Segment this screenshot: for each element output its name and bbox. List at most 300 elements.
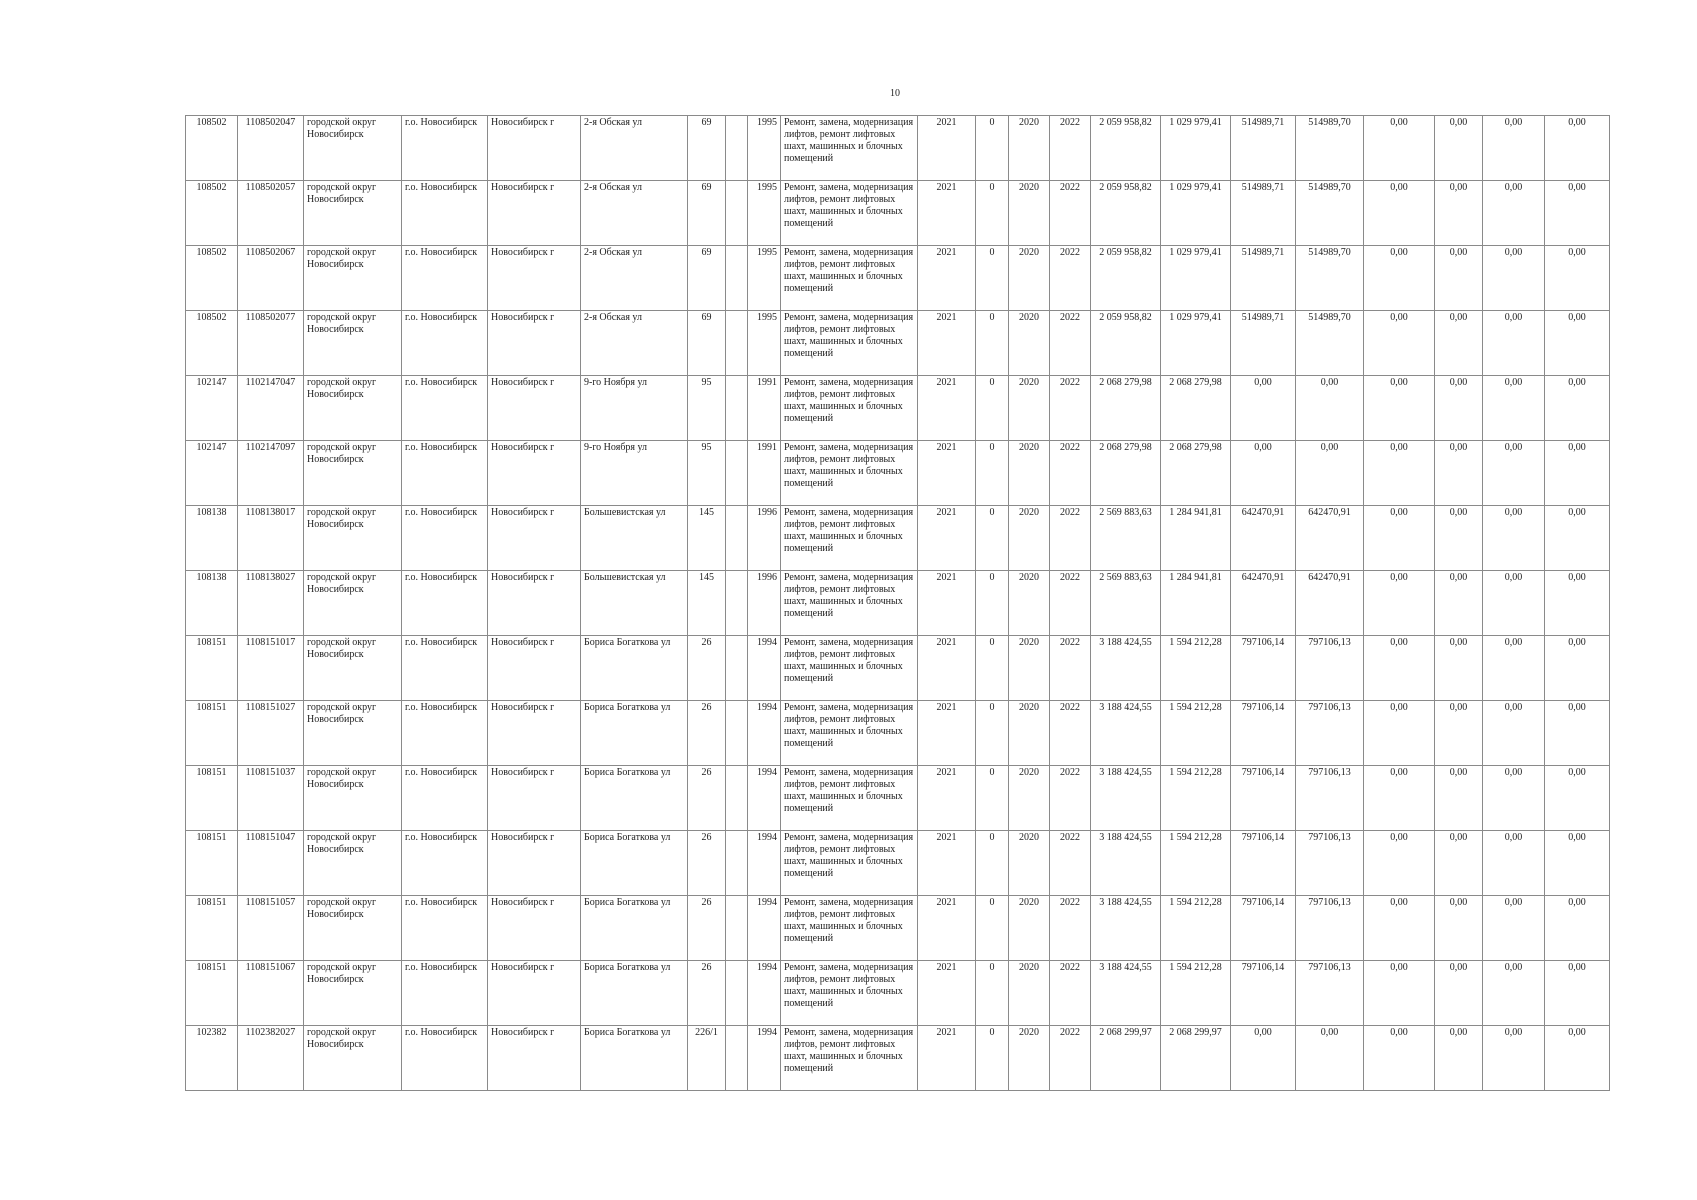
extra-c-cell: 0,00 <box>1483 1026 1545 1091</box>
extra-b-cell: 0,00 <box>1435 571 1483 636</box>
extra-a-cell: 0,00 <box>1364 766 1435 831</box>
building-cell <box>726 441 748 506</box>
municipality-cell: городской округ Новосибирск <box>304 831 402 896</box>
district-cell: г.о. Новосибирск <box>402 831 488 896</box>
fund-cost-cell: 1 594 212,28 <box>1161 896 1231 961</box>
year-end-cell: 2022 <box>1050 1026 1091 1091</box>
budget-b-cell: 0,00 <box>1296 1026 1364 1091</box>
house-number-cell: 26 <box>688 701 726 766</box>
house-number-cell: 26 <box>688 766 726 831</box>
house-id-cell: 102147 <box>186 441 238 506</box>
work-type-cell: Ремонт, замена, модернизация лифтов, ремонт лифтовых шахт, машинных и блочных помещений <box>781 831 918 896</box>
extra-d-cell: 0,00 <box>1545 441 1610 506</box>
year-start-cell: 2020 <box>1009 116 1050 181</box>
locality-cell: Новосибирск г <box>488 376 581 441</box>
total-cost-cell: 2 569 883,63 <box>1091 506 1161 571</box>
table-row <box>186 1026 1610 1091</box>
budget-b-cell: 797106,13 <box>1296 636 1364 701</box>
year-built-cell: 1994 <box>748 766 781 831</box>
year-built-cell: 1995 <box>748 181 781 246</box>
flag-cell: 0 <box>976 246 1009 311</box>
house-id-cell: 102382 <box>186 1026 238 1091</box>
year-end-cell: 2022 <box>1050 441 1091 506</box>
budget-b-cell: 642470,91 <box>1296 571 1364 636</box>
total-cost-cell: 3 188 424,55 <box>1091 636 1161 701</box>
budget-b-cell: 797106,13 <box>1296 961 1364 1026</box>
flag-cell: 0 <box>976 181 1009 246</box>
locality-cell: Новосибирск г <box>488 896 581 961</box>
plan-year-cell: 2021 <box>918 506 976 571</box>
locality-cell: Новосибирск г <box>488 506 581 571</box>
house-id-cell: 108502 <box>186 246 238 311</box>
extra-b-cell: 0,00 <box>1435 961 1483 1026</box>
flag-cell: 0 <box>976 441 1009 506</box>
extra-a-cell: 0,00 <box>1364 116 1435 181</box>
street-cell: 2-я Обская ул <box>581 311 688 376</box>
district-cell: г.о. Новосибирск <box>402 246 488 311</box>
total-cost-cell: 2 569 883,63 <box>1091 571 1161 636</box>
budget-a-cell: 642470,91 <box>1231 571 1296 636</box>
extra-b-cell: 0,00 <box>1435 506 1483 571</box>
year-built-cell: 1994 <box>748 1026 781 1091</box>
table-row <box>186 701 1610 766</box>
total-cost-cell: 2 068 279,98 <box>1091 441 1161 506</box>
building-cell <box>726 246 748 311</box>
budget-a-cell: 642470,91 <box>1231 506 1296 571</box>
table-row <box>186 246 1610 311</box>
fund-cost-cell: 1 594 212,28 <box>1161 636 1231 701</box>
house-number-cell: 69 <box>688 116 726 181</box>
table-row <box>186 831 1610 896</box>
locality-cell: Новосибирск г <box>488 1026 581 1091</box>
house-number-cell: 69 <box>688 311 726 376</box>
district-cell: г.о. Новосибирск <box>402 311 488 376</box>
house-id-cell: 108502 <box>186 116 238 181</box>
extra-c-cell: 0,00 <box>1483 961 1545 1026</box>
table-row <box>186 571 1610 636</box>
flag-cell: 0 <box>976 1026 1009 1091</box>
work-type-cell: Ремонт, замена, модернизация лифтов, ремонт лифтовых шахт, машинных и блочных помещений <box>781 961 918 1026</box>
year-start-cell: 2020 <box>1009 376 1050 441</box>
year-built-cell: 1994 <box>748 896 781 961</box>
street-cell: Бориса Богаткова ул <box>581 896 688 961</box>
house-number-cell: 226/1 <box>688 1026 726 1091</box>
year-start-cell: 2020 <box>1009 311 1050 376</box>
year-end-cell: 2022 <box>1050 246 1091 311</box>
year-end-cell: 2022 <box>1050 116 1091 181</box>
building-cell <box>726 571 748 636</box>
total-cost-cell: 3 188 424,55 <box>1091 831 1161 896</box>
locality-cell: Новосибирск г <box>488 181 581 246</box>
extra-d-cell: 0,00 <box>1545 116 1610 181</box>
house-id-cell: 108151 <box>186 636 238 701</box>
year-built-cell: 1994 <box>748 636 781 701</box>
fund-cost-cell: 2 068 299,97 <box>1161 1026 1231 1091</box>
flag-cell: 0 <box>976 636 1009 701</box>
element-id-cell: 1102147047 <box>238 376 304 441</box>
plan-year-cell: 2021 <box>918 181 976 246</box>
municipality-cell: городской округ Новосибирск <box>304 701 402 766</box>
flag-cell: 0 <box>976 701 1009 766</box>
plan-year-cell: 2021 <box>918 311 976 376</box>
extra-c-cell: 0,00 <box>1483 766 1545 831</box>
budget-a-cell: 797106,14 <box>1231 636 1296 701</box>
year-start-cell: 2020 <box>1009 1026 1050 1091</box>
house-id-cell: 108151 <box>186 961 238 1026</box>
fund-cost-cell: 1 594 212,28 <box>1161 961 1231 1026</box>
budget-a-cell: 0,00 <box>1231 376 1296 441</box>
house-id-cell: 108151 <box>186 766 238 831</box>
street-cell: Большевистская ул <box>581 506 688 571</box>
work-type-cell: Ремонт, замена, модернизация лифтов, ремонт лифтовых шахт, машинных и блочных помещений <box>781 1026 918 1091</box>
year-end-cell: 2022 <box>1050 506 1091 571</box>
year-end-cell: 2022 <box>1050 766 1091 831</box>
street-cell: 9-го Ноября ул <box>581 376 688 441</box>
fund-cost-cell: 1 029 979,41 <box>1161 116 1231 181</box>
building-cell <box>726 506 748 571</box>
extra-c-cell: 0,00 <box>1483 116 1545 181</box>
extra-c-cell: 0,00 <box>1483 701 1545 766</box>
lift-repair-table <box>185 115 1610 1091</box>
municipality-cell: городской округ Новосибирск <box>304 441 402 506</box>
extra-b-cell: 0,00 <box>1435 766 1483 831</box>
plan-year-cell: 2021 <box>918 441 976 506</box>
table-row <box>186 506 1610 571</box>
building-cell <box>726 311 748 376</box>
house-number-cell: 95 <box>688 441 726 506</box>
element-id-cell: 1108502057 <box>238 181 304 246</box>
element-id-cell: 1108138017 <box>238 506 304 571</box>
total-cost-cell: 3 188 424,55 <box>1091 701 1161 766</box>
page-number: 10 <box>890 88 900 99</box>
extra-a-cell: 0,00 <box>1364 181 1435 246</box>
total-cost-cell: 3 188 424,55 <box>1091 961 1161 1026</box>
plan-year-cell: 2021 <box>918 766 976 831</box>
element-id-cell: 1102147097 <box>238 441 304 506</box>
budget-a-cell: 514989,71 <box>1231 181 1296 246</box>
element-id-cell: 1108138027 <box>238 571 304 636</box>
total-cost-cell: 2 059 958,82 <box>1091 311 1161 376</box>
street-cell: 2-я Обская ул <box>581 246 688 311</box>
table-row <box>186 181 1610 246</box>
locality-cell: Новосибирск г <box>488 961 581 1026</box>
municipality-cell: городской округ Новосибирск <box>304 181 402 246</box>
year-end-cell: 2022 <box>1050 571 1091 636</box>
total-cost-cell: 3 188 424,55 <box>1091 896 1161 961</box>
street-cell: Большевистская ул <box>581 571 688 636</box>
element-id-cell: 1108502047 <box>238 116 304 181</box>
year-end-cell: 2022 <box>1050 181 1091 246</box>
element-id-cell: 1108151047 <box>238 831 304 896</box>
plan-year-cell: 2021 <box>918 1026 976 1091</box>
table-row <box>186 766 1610 831</box>
house-number-cell: 26 <box>688 961 726 1026</box>
year-built-cell: 1996 <box>748 506 781 571</box>
budget-a-cell: 514989,71 <box>1231 246 1296 311</box>
year-end-cell: 2022 <box>1050 961 1091 1026</box>
extra-b-cell: 0,00 <box>1435 181 1483 246</box>
budget-b-cell: 514989,70 <box>1296 116 1364 181</box>
extra-c-cell: 0,00 <box>1483 571 1545 636</box>
year-end-cell: 2022 <box>1050 896 1091 961</box>
element-id-cell: 1102382027 <box>238 1026 304 1091</box>
plan-year-cell: 2021 <box>918 571 976 636</box>
district-cell: г.о. Новосибирск <box>402 1026 488 1091</box>
building-cell <box>726 1026 748 1091</box>
district-cell: г.о. Новосибирск <box>402 181 488 246</box>
year-start-cell: 2020 <box>1009 636 1050 701</box>
flag-cell: 0 <box>976 116 1009 181</box>
locality-cell: Новосибирск г <box>488 766 581 831</box>
budget-b-cell: 514989,70 <box>1296 311 1364 376</box>
extra-c-cell: 0,00 <box>1483 896 1545 961</box>
year-start-cell: 2020 <box>1009 961 1050 1026</box>
fund-cost-cell: 1 594 212,28 <box>1161 831 1231 896</box>
plan-year-cell: 2021 <box>918 961 976 1026</box>
building-cell <box>726 636 748 701</box>
table-row <box>186 376 1610 441</box>
street-cell: Бориса Богаткова ул <box>581 701 688 766</box>
municipality-cell: городской округ Новосибирск <box>304 961 402 1026</box>
budget-a-cell: 514989,71 <box>1231 116 1296 181</box>
year-end-cell: 2022 <box>1050 636 1091 701</box>
building-cell <box>726 376 748 441</box>
year-start-cell: 2020 <box>1009 506 1050 571</box>
extra-b-cell: 0,00 <box>1435 116 1483 181</box>
house-number-cell: 26 <box>688 636 726 701</box>
budget-a-cell: 0,00 <box>1231 441 1296 506</box>
municipality-cell: городской округ Новосибирск <box>304 506 402 571</box>
street-cell: Бориса Богаткова ул <box>581 961 688 1026</box>
year-built-cell: 1995 <box>748 246 781 311</box>
locality-cell: Новосибирск г <box>488 831 581 896</box>
extra-b-cell: 0,00 <box>1435 246 1483 311</box>
building-cell <box>726 961 748 1026</box>
extra-b-cell: 0,00 <box>1435 1026 1483 1091</box>
work-type-cell: Ремонт, замена, модернизация лифтов, ремонт лифтовых шахт, машинных и блочных помещений <box>781 636 918 701</box>
fund-cost-cell: 1 284 941,81 <box>1161 506 1231 571</box>
element-id-cell: 1108151057 <box>238 896 304 961</box>
flag-cell: 0 <box>976 376 1009 441</box>
locality-cell: Новосибирск г <box>488 116 581 181</box>
municipality-cell: городской округ Новосибирск <box>304 311 402 376</box>
extra-b-cell: 0,00 <box>1435 831 1483 896</box>
extra-a-cell: 0,00 <box>1364 831 1435 896</box>
locality-cell: Новосибирск г <box>488 441 581 506</box>
budget-a-cell: 797106,14 <box>1231 831 1296 896</box>
fund-cost-cell: 1 029 979,41 <box>1161 181 1231 246</box>
year-start-cell: 2020 <box>1009 246 1050 311</box>
budget-a-cell: 797106,14 <box>1231 766 1296 831</box>
budget-b-cell: 797106,13 <box>1296 896 1364 961</box>
municipality-cell: городской округ Новосибирск <box>304 376 402 441</box>
house-number-cell: 69 <box>688 181 726 246</box>
work-type-cell: Ремонт, замена, модернизация лифтов, ремонт лифтовых шахт, машинных и блочных помещений <box>781 311 918 376</box>
element-id-cell: 1108151027 <box>238 701 304 766</box>
district-cell: г.о. Новосибирск <box>402 571 488 636</box>
total-cost-cell: 2 059 958,82 <box>1091 181 1161 246</box>
table-row <box>186 961 1610 1026</box>
building-cell <box>726 896 748 961</box>
budget-b-cell: 514989,70 <box>1296 246 1364 311</box>
extra-a-cell: 0,00 <box>1364 441 1435 506</box>
work-type-cell: Ремонт, замена, модернизация лифтов, ремонт лифтовых шахт, машинных и блочных помещений <box>781 376 918 441</box>
district-cell: г.о. Новосибирск <box>402 441 488 506</box>
plan-year-cell: 2021 <box>918 246 976 311</box>
extra-b-cell: 0,00 <box>1435 441 1483 506</box>
element-id-cell: 1108151017 <box>238 636 304 701</box>
house-number-cell: 69 <box>688 246 726 311</box>
work-type-cell: Ремонт, замена, модернизация лифтов, ремонт лифтовых шахт, машинных и блочных помещений <box>781 571 918 636</box>
municipality-cell: городской округ Новосибирск <box>304 766 402 831</box>
extra-a-cell: 0,00 <box>1364 571 1435 636</box>
extra-d-cell: 0,00 <box>1545 766 1610 831</box>
house-id-cell: 102147 <box>186 376 238 441</box>
building-cell <box>726 831 748 896</box>
extra-c-cell: 0,00 <box>1483 831 1545 896</box>
extra-d-cell: 0,00 <box>1545 311 1610 376</box>
year-start-cell: 2020 <box>1009 181 1050 246</box>
extra-d-cell: 0,00 <box>1545 181 1610 246</box>
work-type-cell: Ремонт, замена, модернизация лифтов, ремонт лифтовых шахт, машинных и блочных помещений <box>781 246 918 311</box>
budget-b-cell: 642470,91 <box>1296 506 1364 571</box>
table-row <box>186 441 1610 506</box>
budget-b-cell: 0,00 <box>1296 376 1364 441</box>
year-end-cell: 2022 <box>1050 701 1091 766</box>
plan-year-cell: 2021 <box>918 636 976 701</box>
element-id-cell: 1108502077 <box>238 311 304 376</box>
district-cell: г.о. Новосибирск <box>402 376 488 441</box>
extra-d-cell: 0,00 <box>1545 1026 1610 1091</box>
budget-b-cell: 514989,70 <box>1296 181 1364 246</box>
district-cell: г.о. Новосибирск <box>402 766 488 831</box>
work-type-cell: Ремонт, замена, модернизация лифтов, ремонт лифтовых шахт, машинных и блочных помещений <box>781 116 918 181</box>
year-end-cell: 2022 <box>1050 831 1091 896</box>
flag-cell: 0 <box>976 571 1009 636</box>
budget-a-cell: 797106,14 <box>1231 961 1296 1026</box>
district-cell: г.о. Новосибирск <box>402 701 488 766</box>
budget-a-cell: 797106,14 <box>1231 896 1296 961</box>
extra-a-cell: 0,00 <box>1364 311 1435 376</box>
house-id-cell: 108151 <box>186 701 238 766</box>
budget-b-cell: 0,00 <box>1296 441 1364 506</box>
fund-cost-cell: 2 068 279,98 <box>1161 441 1231 506</box>
year-built-cell: 1991 <box>748 441 781 506</box>
fund-cost-cell: 1 029 979,41 <box>1161 311 1231 376</box>
flag-cell: 0 <box>976 766 1009 831</box>
extra-a-cell: 0,00 <box>1364 506 1435 571</box>
element-id-cell: 1108502067 <box>238 246 304 311</box>
extra-a-cell: 0,00 <box>1364 896 1435 961</box>
flag-cell: 0 <box>976 831 1009 896</box>
extra-d-cell: 0,00 <box>1545 571 1610 636</box>
extra-d-cell: 0,00 <box>1545 896 1610 961</box>
fund-cost-cell: 1 029 979,41 <box>1161 246 1231 311</box>
fund-cost-cell: 1 594 212,28 <box>1161 766 1231 831</box>
extra-a-cell: 0,00 <box>1364 701 1435 766</box>
extra-a-cell: 0,00 <box>1364 636 1435 701</box>
building-cell <box>726 181 748 246</box>
street-cell: Бориса Богаткова ул <box>581 831 688 896</box>
extra-d-cell: 0,00 <box>1545 701 1610 766</box>
plan-year-cell: 2021 <box>918 701 976 766</box>
table-row <box>186 116 1610 181</box>
extra-c-cell: 0,00 <box>1483 636 1545 701</box>
house-number-cell: 26 <box>688 896 726 961</box>
fund-cost-cell: 1 594 212,28 <box>1161 701 1231 766</box>
table-row <box>186 311 1610 376</box>
extra-c-cell: 0,00 <box>1483 311 1545 376</box>
house-id-cell: 108151 <box>186 831 238 896</box>
locality-cell: Новосибирск г <box>488 571 581 636</box>
total-cost-cell: 2 068 299,97 <box>1091 1026 1161 1091</box>
extra-b-cell: 0,00 <box>1435 311 1483 376</box>
year-built-cell: 1995 <box>748 116 781 181</box>
extra-b-cell: 0,00 <box>1435 376 1483 441</box>
table-row <box>186 636 1610 701</box>
extra-a-cell: 0,00 <box>1364 246 1435 311</box>
work-type-cell: Ремонт, замена, модернизация лифтов, ремонт лифтовых шахт, машинных и блочных помещений <box>781 181 918 246</box>
extra-a-cell: 0,00 <box>1364 961 1435 1026</box>
work-type-cell: Ремонт, замена, модернизация лифтов, ремонт лифтовых шахт, машинных и блочных помещений <box>781 701 918 766</box>
street-cell: Бориса Богаткова ул <box>581 766 688 831</box>
extra-b-cell: 0,00 <box>1435 701 1483 766</box>
municipality-cell: городской округ Новосибирск <box>304 116 402 181</box>
budget-b-cell: 797106,13 <box>1296 766 1364 831</box>
extra-c-cell: 0,00 <box>1483 246 1545 311</box>
work-type-cell: Ремонт, замена, модернизация лифтов, ремонт лифтовых шахт, машинных и блочных помещений <box>781 506 918 571</box>
fund-cost-cell: 1 284 941,81 <box>1161 571 1231 636</box>
year-start-cell: 2020 <box>1009 701 1050 766</box>
extra-b-cell: 0,00 <box>1435 896 1483 961</box>
extra-c-cell: 0,00 <box>1483 506 1545 571</box>
extra-d-cell: 0,00 <box>1545 506 1610 571</box>
street-cell: Бориса Богаткова ул <box>581 1026 688 1091</box>
year-start-cell: 2020 <box>1009 571 1050 636</box>
extra-d-cell: 0,00 <box>1545 961 1610 1026</box>
district-cell: г.о. Новосибирск <box>402 116 488 181</box>
municipality-cell: городской округ Новосибирск <box>304 896 402 961</box>
year-start-cell: 2020 <box>1009 831 1050 896</box>
year-start-cell: 2020 <box>1009 896 1050 961</box>
flag-cell: 0 <box>976 311 1009 376</box>
house-id-cell: 108502 <box>186 311 238 376</box>
year-built-cell: 1995 <box>748 311 781 376</box>
locality-cell: Новосибирск г <box>488 311 581 376</box>
budget-a-cell: 514989,71 <box>1231 311 1296 376</box>
plan-year-cell: 2021 <box>918 376 976 441</box>
street-cell: 2-я Обская ул <box>581 116 688 181</box>
year-built-cell: 1994 <box>748 831 781 896</box>
plan-year-cell: 2021 <box>918 116 976 181</box>
building-cell <box>726 766 748 831</box>
extra-d-cell: 0,00 <box>1545 636 1610 701</box>
year-built-cell: 1996 <box>748 571 781 636</box>
house-id-cell: 108502 <box>186 181 238 246</box>
extra-a-cell: 0,00 <box>1364 376 1435 441</box>
work-type-cell: Ремонт, замена, модернизация лифтов, ремонт лифтовых шахт, машинных и блочных помещений <box>781 766 918 831</box>
total-cost-cell: 3 188 424,55 <box>1091 766 1161 831</box>
flag-cell: 0 <box>976 961 1009 1026</box>
budget-b-cell: 797106,13 <box>1296 701 1364 766</box>
plan-year-cell: 2021 <box>918 896 976 961</box>
year-built-cell: 1994 <box>748 961 781 1026</box>
extra-c-cell: 0,00 <box>1483 441 1545 506</box>
plan-year-cell: 2021 <box>918 831 976 896</box>
extra-d-cell: 0,00 <box>1545 831 1610 896</box>
house-id-cell: 108151 <box>186 896 238 961</box>
work-type-cell: Ремонт, замена, модернизация лифтов, ремонт лифтовых шахт, машинных и блочных помещений <box>781 441 918 506</box>
